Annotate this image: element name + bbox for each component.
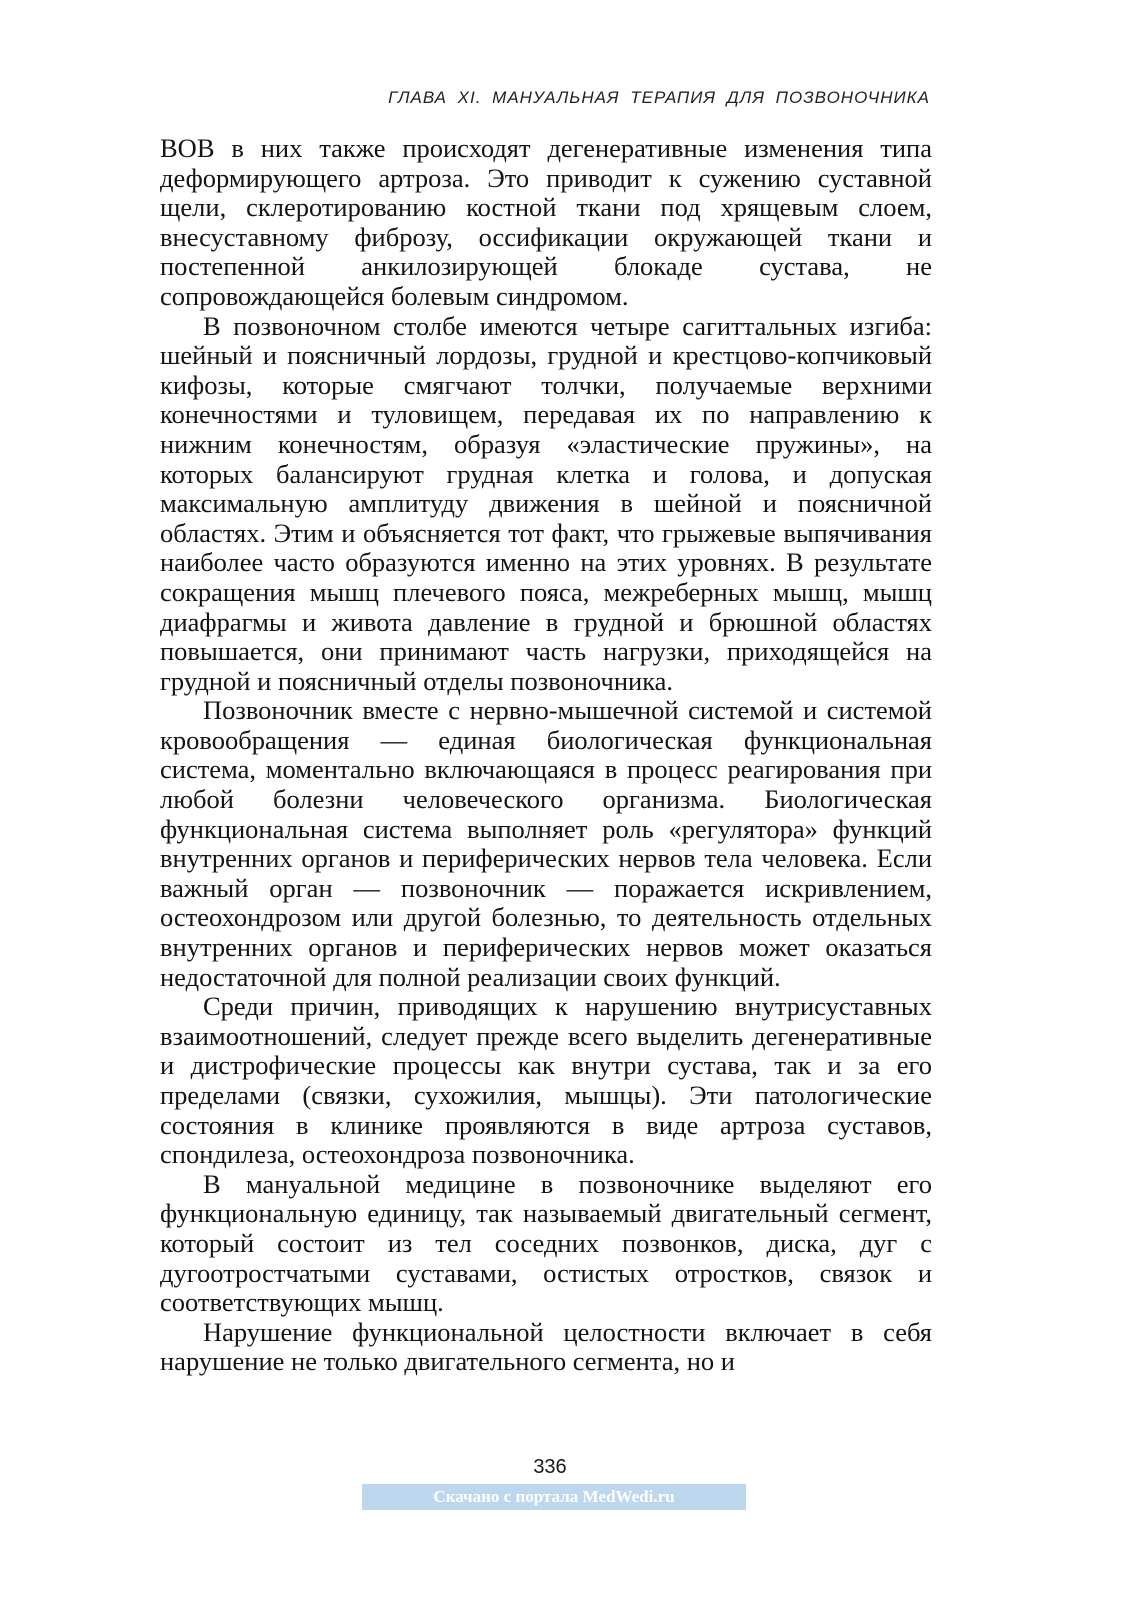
paragraph: ВОВ в них также происходят дегенеративные изменения типа деформирующего артроза. Это приводит к сужению суставной щели, склеротированию костной ткани под хрящевым слоем, внесуставному фиброзу, оссификации окружающей ткани и постепенной анкилозирующей блокаде сустава, не сопровождающейся болевым синдромом. — [160, 133, 932, 311]
paragraph: Среди причин, приводящих к нарушению внутрисуставных взаимоотношений, следует прежде всего выделить дегенеративные и дистрофические процессы как внутри сустава, так и за его пределами (связки, сухожилия, мышцы). Эти патологические состояния в клинике проявляются в виде артроза суставов, спондилеза, остеохондроза позвоночника. — [160, 991, 932, 1170]
paragraph: В позвоночном столбе имеются четыре сагиттальных изгиба: шейный и поясничный лордозы, грудной и крестцово-копчиковый кифозы, которые смягчают толчки, получаемые верхними конечностями и туловищем, передавая их по направлению к нижним конечностям, образуя «эластические пружины», на которых балансируют грудная клетка и голова, и допуская максимальную амплитуду движения в шейной и поясничной областях. Этим и объясняется тот факт, что грыжевые выпячивания наиболее часто образуются именно на этих уровнях. В результате сокращения мышц плечевого пояса, межреберных мышц, мышц диафрагмы и живота давление в грудной и брюшной областях повышается, они принимают часть нагрузки, приходящейся на грудной и поясничный отделы позвоночника. — [160, 310, 932, 696]
download-watermark: Скачано с портала MedWedi.ru — [362, 1484, 746, 1510]
page-number: 336 — [533, 1456, 567, 1478]
body-text — [160, 134, 932, 1377]
paragraph: В мануальной медицине в позвоночнике выделяют его функциональную единицу, так называемый двигательный сегмент, который состоит из тел соседних позвонков, диска, дуг с дугоотростчатыми суставами, остистых отростков, связок и соответствующих мышц. — [160, 1168, 932, 1318]
paragraph: Позвоночник вместе с нервно-мышечной системой и системой кровообращения — единая биологическая функциональная система, моментально включающаяся в процесс реагирования при любой болезни человеческого организма. Биологическая функциональная система выполняет роль «регулятора» функций внутренних органов и периферических нервов тела человека. Если важный орган — позвоночник — поражается искривлением, остеохондрозом или другой болезнью, то деятельность отдельных внутренних органов и периферических нервов может оказаться недостаточной для полной реализации своих функций. — [160, 695, 932, 992]
running-head: ГЛАВА XI. МАНУАЛЬНАЯ ТЕРАПИЯ ДЛЯ ПОЗВОНОЧНИКА — [388, 88, 930, 107]
paragraph: Нарушение функциональной целостности включает в себя нарушение не только двигательного сегмента, но и — [160, 1316, 932, 1377]
